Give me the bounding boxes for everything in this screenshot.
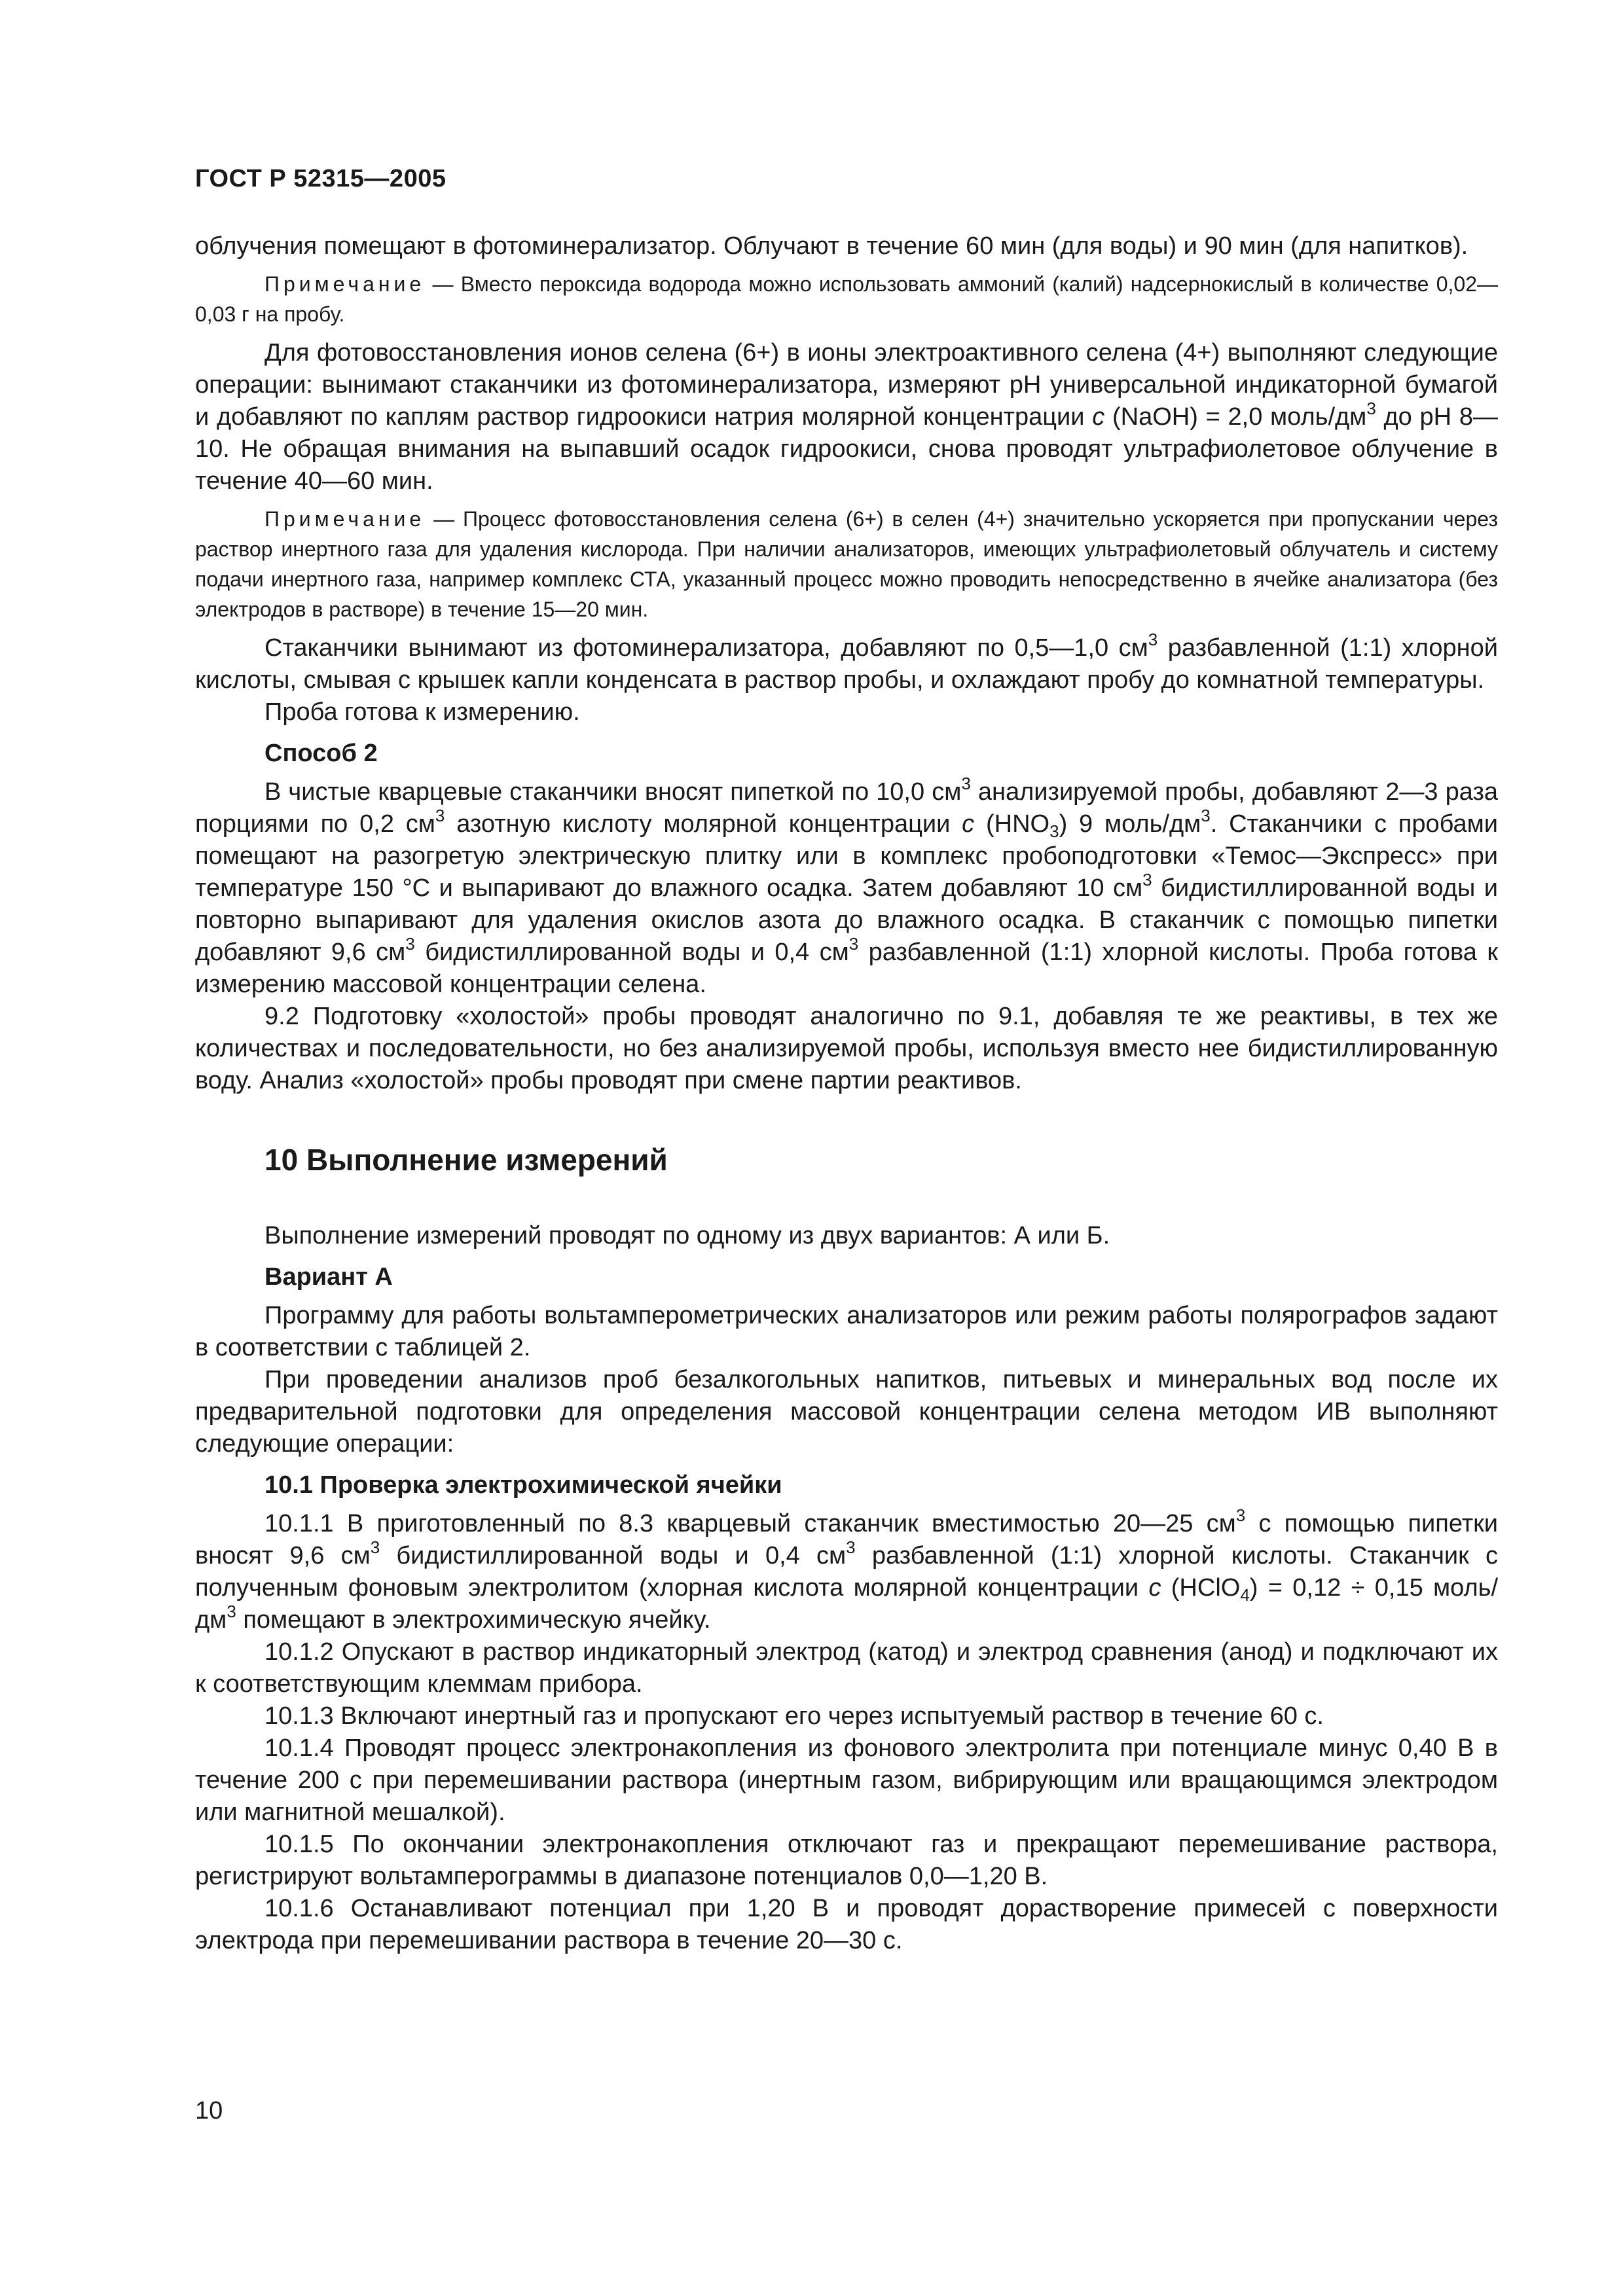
- paragraph-sample-ready: Проба готова к измерению.: [264, 698, 580, 726]
- paragraph-photoreduction: Для фотовосстановления ионов селена (6+) в ионы электроактивного селена (4+) выполняют следующие операции: вынимают стаканчики из фотоминерализатора, измеряют pH универсальной индикаторной бумагой и добавляют по каплям раствор гидроокиси натрия молярной концентрации c (NaOH) = 2,0 моль/$дм^3$ до pH 8—10. Не обращая внимания на выпавший осадок гидроокиси, снова проводят ультрафиолетовое облучение в течение 40—60 мин.: [195, 339, 1498, 495]
- note-2-text: — Процесс фотовосстановления селена (6+) в селен (4+) значительно ускоряется при пропускании через раствор инертного газа для удаления кислорода. При наличии анализаторов, имеющих ультрафиолетовый облучатель и систему подачи инертного газа, например комплекс СТА, указанный процесс можно проводить непосредственно в ячейке анализатора (без электродов в растворе) в течение 15—20 мин.: [195, 507, 1498, 621]
- section-10-heading: 10 Выполнение измерений: [264, 1143, 668, 1177]
- paragraph-10-1-5: 10.1.5 По окончании электронакопления отключают газ и прекращают перемешивание раствора, регистрируют вольтамперограммы в диапазоне потенциалов 0,0—1,20 В.: [195, 1831, 1498, 1890]
- note-label: Примечание: [264, 272, 426, 296]
- paragraph-remove-cups: Стаканчики вынимают из фотоминерализатора, добавляют по 0,5—1,0 $см^3$ разбавленной (1:1) хлорной кислоты, смывая с крышек капли конденсата в раствор пробы, и охлаждают пробу до комнатной температуры.: [195, 630, 1498, 694]
- subsection-10-1-heading: 10.1 Проверка электрохимической ячейки: [264, 1471, 782, 1499]
- paragraph-9-2: 9.2 Подготовку «холостой» пробы проводят аналогично по 9.1, добавляя те же реактивы, в тех же количествах и последовательности, но без анализируемой пробы, используя вместо нее бидистиллированную воду. Анализ «холостой» пробы проводят при смене партии реактивов.: [195, 1003, 1498, 1094]
- paragraph-10-1-3: 10.1.3 Включают инертный газ и пропускают его через испытуемый раствор в течение 60 с.: [264, 1702, 1324, 1730]
- paragraph-method-2: В чистые кварцевые стаканчики вносят пипеткой по 10,0 $см^3$ анализируемой пробы, добавляют 2—3 раза порциями по 0,2 $см^3$ азотную кислоту молярной концентрации c $(HNO_3)$ 9 моль/$дм^3$. Стаканчики с пробами помещают на разогретую электрическую плитку или в комплекс пробоподготовки «Темос—Экспресс» при температуре 150 °С и выпаривают до влажного осадка. Затем добавляют 10 $см^3$ бидистиллированной воды и повторно выпаривают для удаления окислов азота до влажного осадка. В стаканчик с помощью пипетки добавляют 9,6 $см^3$ бидистиллированной воды и 0,4 $см^3$ разбавленной (1:1) хлорной кислоты. Проба готова к измерению массовой концентрации селена.: [195, 774, 1499, 998]
- note-1: [195, 269, 1498, 329]
- method-2-heading: Способ 2: [264, 740, 378, 767]
- note-2: [195, 504, 1498, 624]
- paragraph-program: Программу для работы вольтамперометрических анализаторов или режим работы полярографов задают в соответствии с таблицей 2.: [195, 1302, 1498, 1361]
- paragraph-irradiation: облучения помещают в фотоминерализатор. Облучают в течение 60 мин (для воды) и 90 мин (для напитков).: [195, 232, 1468, 260]
- paragraph-analysis: При проведении анализов проб безалкогольных напитков, питьевых и минеральных вод после их предварительной подготовки для определения массовой концентрации селена методом ИВ выполняют следующие операции:: [195, 1366, 1498, 1458]
- paragraph-10-1-1: 10.1.1 В приготовленный по 8.3 кварцевый стаканчик вместимостью 20—25 $см^3$ с помощью пипетки вносят 9,6 $см^3$ бидистиллированной воды и 0,4 $см^3$ разбавленной (1:1) хлорной кислоты. Стаканчик с полученным фоновым электролитом (хлорная кислота молярной концентрации c (HClO$_4$) = 0,12 ÷ 0,15 моль/$дм^3$ помещают в электрохимическую ячейку.: [195, 1505, 1498, 1634]
- document-code-header: ГОСТ Р 52315—2005: [195, 165, 447, 192]
- document-body: [195, 230, 1498, 1957]
- paragraph-10-1-4: 10.1.4 Проводят процесс электронакопления из фонового электролита при потенциале минус 0,40 В в течение 200 с при перемешивании раствора (инертным газом, вибрирующим или вращающимся электродом или магнитной мешалкой).: [195, 1734, 1498, 1826]
- paragraph-variants: Выполнение измерений проводят по одному из двух вариантов: А или Б.: [264, 1222, 1110, 1249]
- variant-a-heading: Вариант А: [264, 1263, 393, 1291]
- note-1-text: — Вместо пероксида водорода можно использовать аммоний (калий) надсернокислый в количестве 0,02—0,03 г на пробу.: [195, 272, 1498, 326]
- note-label: Примечание: [264, 507, 426, 531]
- paragraph-10-1-2: 10.1.2 Опускают в раствор индикаторный электрод (катод) и электрод сравнения (анод) и подключают их к соответствующим клеммам прибора.: [195, 1638, 1498, 1698]
- paragraph-10-1-6: 10.1.6 Останавливают потенциал при 1,20 В и проводят дорастворение примесей с поверхности электрода при перемешивании раствора в течение 20—30 с.: [195, 1895, 1498, 1954]
- page-number: 10: [195, 2097, 223, 2125]
